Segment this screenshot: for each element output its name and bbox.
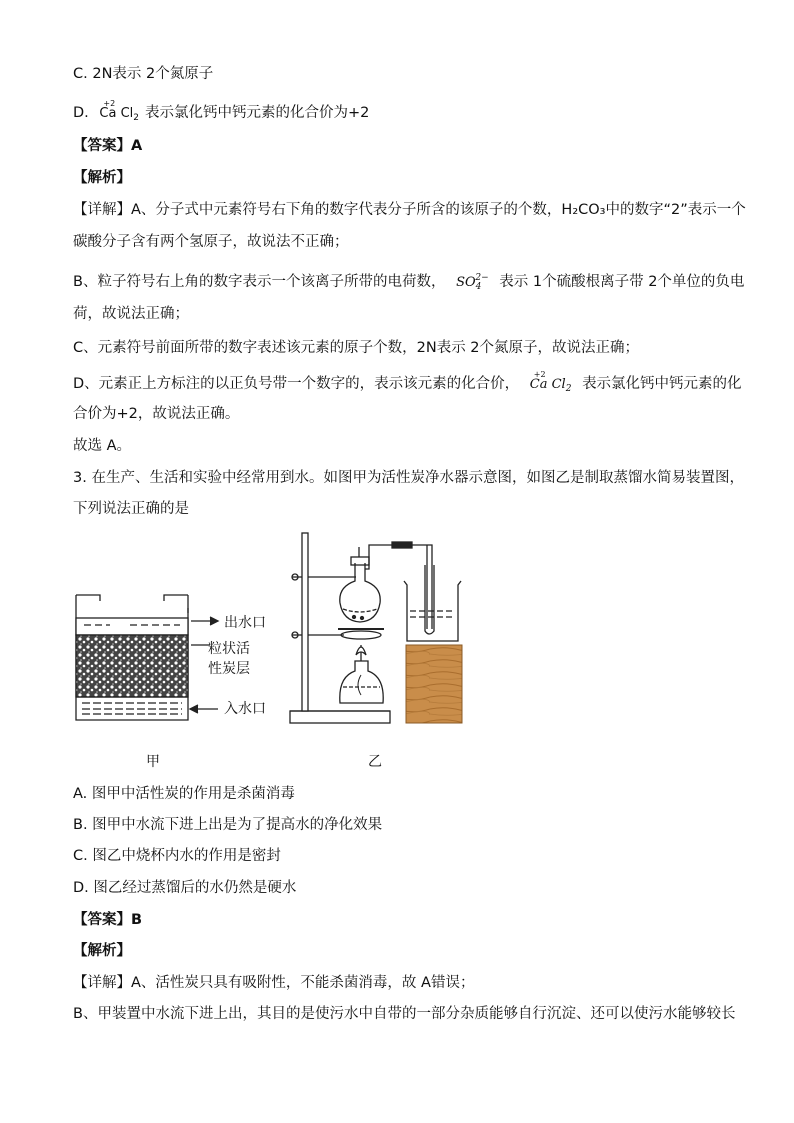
detail-3-b: B、甲装置中水流下进上出，其目的是使污水中自带的一部分杂质能够自行沉淀、还可以使污水能够较长 [73, 1006, 736, 1022]
question-3-line2: 下列说法正确的是 [73, 501, 189, 517]
answer: 【答案】B [73, 912, 143, 928]
purifier-jia [76, 595, 218, 720]
option-a: A. 图甲中活性炭的作用是杀菌消毒 [73, 786, 295, 802]
carbon-label-1: 粒状活 [208, 641, 250, 657]
sulfate-ion-formula: $SO_4^{2-}$ [456, 273, 489, 292]
prev-analysis: 【解析】 [73, 170, 131, 186]
option-c: C. 图乙中烧杯内水的作用是密封 [73, 848, 281, 864]
valence-mark: +2 [103, 99, 116, 108]
figure-svg [70, 525, 470, 770]
calcium-chloride-formula: +2 Ca $Cl_2$ [99, 104, 139, 128]
wooden-block [406, 645, 462, 723]
prev-option-d [73, 99, 370, 128]
inlet-label: 入水口 [224, 701, 266, 717]
detail-3-a: 【详解】A、活性炭只具有吸附性，不能杀菌消毒，故 A错误； [73, 975, 475, 991]
detail-a-line1: 【详解】A、分子式中元素符号右下角的数字代表分子所含的该原子的个数，H₂CO₃中的数字“2”表示一个 [73, 202, 746, 218]
option-d-text: 表示氯化钙中钙元素的化合价为+2 [145, 105, 370, 121]
choose-prev: 故选 A。 [73, 438, 132, 454]
option-d: D. 图乙经过蒸馏后的水仍然是硬水 [73, 880, 297, 896]
caption-jia: 甲 [146, 754, 160, 770]
carbon-label-2: 性炭层 [208, 661, 250, 677]
detail-c: C、元素符号前面所带的数字表述该元素的原子个数，2N表示 2个氮原子，故说法正确； [73, 340, 640, 356]
question-3-line1: 3. 在生产、生活和实验中经常用到水。如图甲为活性炭净水器示意图，如图乙是制取蒸馏水简易装置图， [73, 470, 744, 486]
analysis: 【解析】 [73, 943, 131, 959]
option-prefix: D. [73, 105, 89, 121]
prev-option-c: C. 2N表示 2个氮原子 [73, 66, 214, 82]
outlet-label: 出水口 [224, 615, 266, 631]
detail-b-line1: B、粒子符号右上角的数字表示一个该离子所带的电荷数， $SO_4^{2-}$ 表示 1个硫酸根离子带 2个单位的负电 [73, 268, 744, 297]
option-b: B. 图甲中水流下进上出是为了提高水的净化效果 [73, 817, 383, 833]
detail-d-line2: 合价为+2，故说法正确。 [73, 406, 240, 422]
calcium-chloride-formula-2: +2 Ca $Cl_2$ [529, 370, 572, 394]
caption-yi: 乙 [368, 754, 382, 770]
detail-a-line2: 碳酸分子含有两个氢原子，故说法不正确； [73, 234, 349, 250]
detail-d-line1: D、元素正上方标注的以正负号带一个数字的，表示该元素的化合价， +2 Ca $Cl_2$ 表示氯化钙中钙元素的化 [73, 374, 742, 399]
prev-answer: 【答案】A [73, 138, 143, 154]
apparatus-figure [70, 525, 470, 770]
detail-b-line2: 荷，故说法正确； [73, 306, 189, 322]
